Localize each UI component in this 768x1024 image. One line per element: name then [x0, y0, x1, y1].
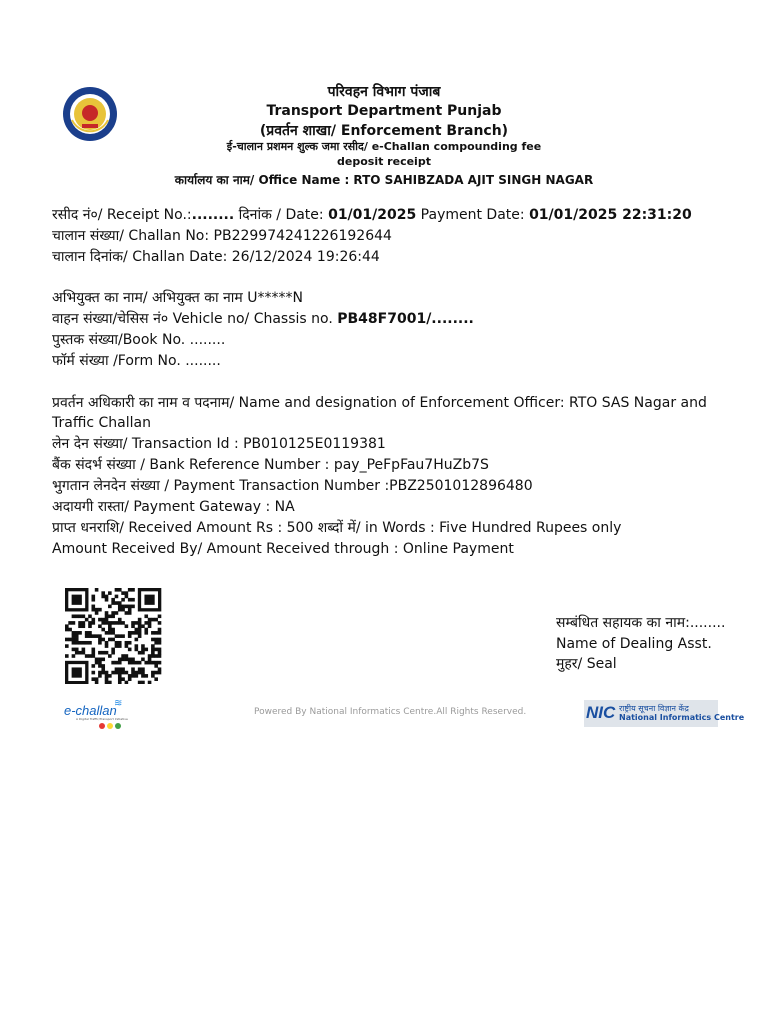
date-label: दिनांक / Date: [234, 207, 329, 223]
payment-date-label: Payment Date: [416, 207, 530, 223]
received-amount: प्राप्त धनराशि/ Received Amount Rs : 500 शब्दों में/ in Words : Five Hundred Rupees only [52, 520, 622, 536]
enforcement-officer: प्रवर्तन अधिकारी का नाम व पदनाम/ Name and designation of Enforcement Officer: RTO SAS Nagar and Traffic Challan [52, 395, 707, 431]
form-number: फॉर्म संख्या /Form No. ........ [52, 353, 221, 369]
nic-logo [584, 700, 745, 727]
wifi-icon: ≋ [114, 698, 123, 709]
payment-date-value: 01/01/2025 22:31:20 [529, 207, 692, 223]
dealing-assistant-english: Name of Dealing Asst. [556, 636, 712, 652]
challan-number: चालान संख्या/ Challan No: PB229974241226192644 [52, 228, 392, 244]
branch-name: (प्रवर्तन शाखा/ Enforcement Branch) [259, 123, 509, 139]
book-number: पुस्तक संख्या/Book No. ........ [52, 332, 226, 348]
received-through: Amount Received By/ Amount Received through : Online Payment [52, 541, 514, 557]
office-name: कार्यालय का नाम/ Office Name : RTO SAHIBZADA AJIT SINGH NAGAR [174, 173, 594, 187]
traffic-light-dots-icon [98, 722, 124, 730]
accused-name: अभियुक्त का नाम/ अभियुक्त का नाम U*****N [52, 290, 303, 306]
receipt-no-value: ........ [191, 207, 235, 223]
vehicle-line [52, 310, 474, 328]
nic-hindi-name: राष्ट्रीय सूचना विज्ञान केंद्र [619, 704, 689, 713]
qr-code [62, 588, 164, 684]
receipt-no-label: रसीद नं०/ Receipt No.: [52, 207, 192, 223]
receipt-line [52, 206, 692, 224]
echallan-logo [62, 698, 132, 730]
receipt-title-line2: deposit receipt [337, 155, 431, 168]
department-english: Transport Department Punjab [266, 103, 502, 119]
seal-label: मुहर/ Seal [556, 656, 617, 672]
powered-by-text: Powered By National Informatics Centre.All Rights Reserved. [254, 707, 527, 717]
nic-logo-mark: NIC [586, 703, 616, 722]
echallan-logo-text: e-challan [64, 703, 117, 718]
transaction-id: लेन देन संख्या/ Transaction Id : PB010125E0119381 [52, 436, 386, 452]
bank-reference: बैंक संदर्भ संख्या / Bank Reference Number : pay_PeFpFau7HuZb7S [52, 457, 489, 473]
payment-gateway: अदायगी रास्ता/ Payment Gateway : NA [52, 499, 295, 515]
challan-date: चालान दिनांक/ Challan Date: 26/12/2024 19:26:44 [52, 249, 380, 265]
dealing-assistant-hindi: सम्बंधित सहायक का नाम:........ [556, 615, 726, 631]
vehicle-label: वाहन संख्या/चेसिस नं० Vehicle no/ Chassis no. [52, 311, 338, 327]
vehicle-value: PB48F7001/........ [337, 311, 474, 327]
date-value: 01/01/2025 [328, 207, 417, 223]
payment-transaction-number: भुगतान लेनदेन संख्या / Payment Transaction Number :PBZ2501012896480 [52, 478, 533, 494]
nic-english-name: National Informatics Centre [619, 713, 745, 722]
department-hindi: परिवहन विभाग पंजाब [327, 84, 441, 100]
qr-code-graphic [62, 588, 164, 684]
echallan-tagline: A Digital Traffic/Transport Initiative [76, 717, 128, 721]
receipt-title-line1: ई-चालान प्रशमन शुल्क जमा रसीद/ e-Challan compounding fee [226, 140, 542, 153]
